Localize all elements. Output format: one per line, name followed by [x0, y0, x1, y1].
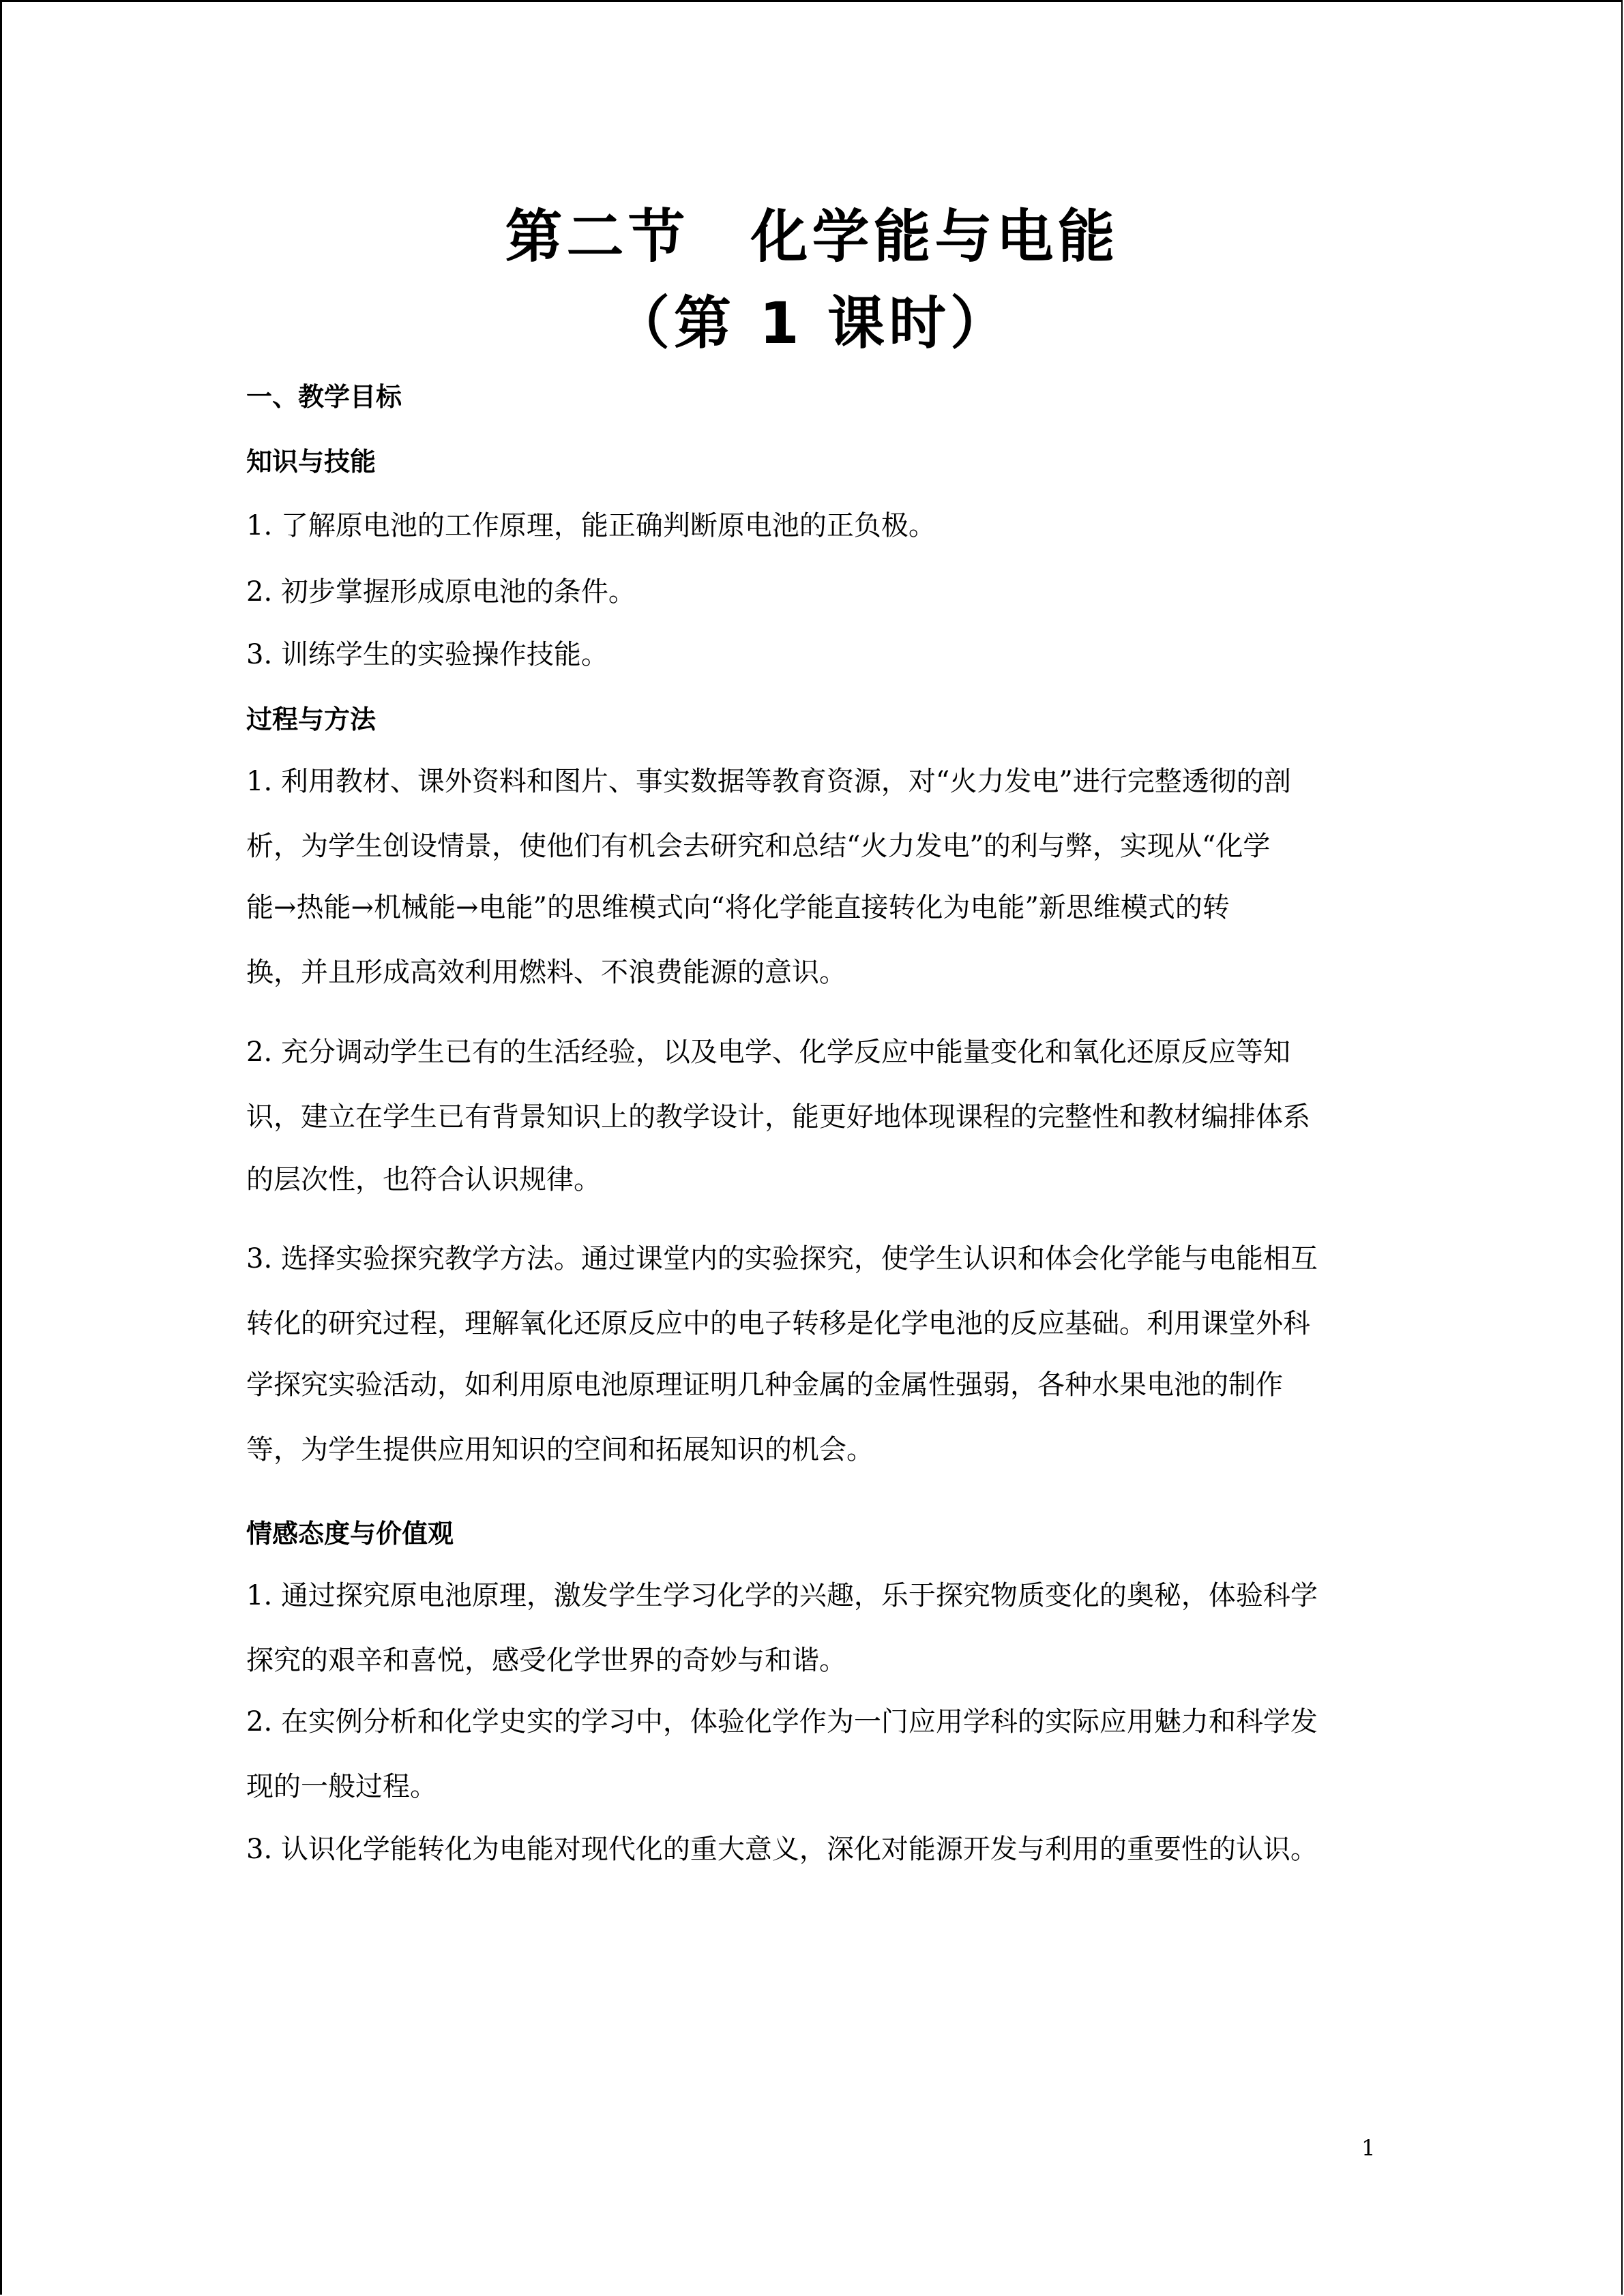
process-item1-line: 能→热能→机械能→电能”的思维模式向“将化学能直接转化为电能”新思维模式的转 [246, 892, 1230, 923]
emotion-item1-line: 探究的艰辛和喜悦，感受化学世界的奇妙与和谐。 [246, 1645, 846, 1676]
knowledge-item: 1. 了解原电池的工作原理，能正确判断原电池的正负极。 [246, 510, 936, 541]
subheading-knowledge-skills: 知识与技能 [246, 447, 377, 477]
section-heading-objectives: 一、教学目标 [246, 382, 402, 412]
emotion-item3-line: 3. 认识化学能转化为电能对现代化的重大意义，深化对能源开发与利用的重要性的认识。 [246, 1834, 1318, 1865]
page-subtitle: （第 1 课时） [612, 290, 1012, 357]
process-item2-line: 识，建立在学生已有背景知识上的教学设计，能更好地体现课程的完整性和教材编排体系 [246, 1101, 1310, 1133]
process-item3-line: 等，为学生提供应用知识的空间和拓展知识的机会。 [246, 1434, 874, 1465]
emotion-item1-line: 1. 通过探究原电池原理，激发学生学习化学的兴趣，乐于探究物质变化的奥秘，体验科学 [246, 1580, 1318, 1611]
process-item2-line: 的层次性，也符合认识规律。 [246, 1164, 601, 1195]
process-item1-line: 换，并且形成高效利用燃料、不浪费能源的意识。 [246, 957, 846, 988]
process-item3-line: 转化的研究过程，理解氧化还原反应中的电子转移是化学电池的反应基础。利用课堂外科 [246, 1308, 1310, 1339]
process-item1-line: 析，为学生创设情景，使他们有机会去研究和总结“火力发电”的利与弊，实现从“化学 [246, 831, 1271, 862]
page-title: 第二节 化学能与电能 [505, 203, 1119, 270]
subheading-attitudes-values: 情感态度与价值观 [246, 1519, 454, 1549]
emotion-item2-line: 2. 在实例分析和化学史实的学习中，体验化学作为一门应用学科的实际应用魅力和科学发 [246, 1706, 1318, 1738]
process-item2-line: 2. 充分调动学生已有的生活经验，以及电学、化学反应中能量变化和氧化还原反应等知 [246, 1037, 1290, 1068]
knowledge-item: 3. 训练学生的实验操作技能。 [246, 639, 608, 670]
page-number: 1 [1361, 2135, 1376, 2161]
process-item3-line: 学探究实验活动，如利用原电池原理证明几种金属的金属性强弱，各种水果电池的制作 [246, 1369, 1283, 1401]
process-item1-line: 1. 利用教材、课外资料和图片、事实数据等教育资源，对“火力发电”进行完整透彻的剖 [246, 766, 1291, 797]
process-item3-line: 3. 选择实验探究教学方法。通过课堂内的实验探究，使学生认识和体会化学能与电能相互 [246, 1243, 1318, 1274]
knowledge-item: 2. 初步掌握形成原电池的条件。 [246, 576, 636, 608]
emotion-item2-line: 现的一般过程。 [246, 1771, 437, 1802]
subheading-process-methods: 过程与方法 [246, 704, 377, 734]
